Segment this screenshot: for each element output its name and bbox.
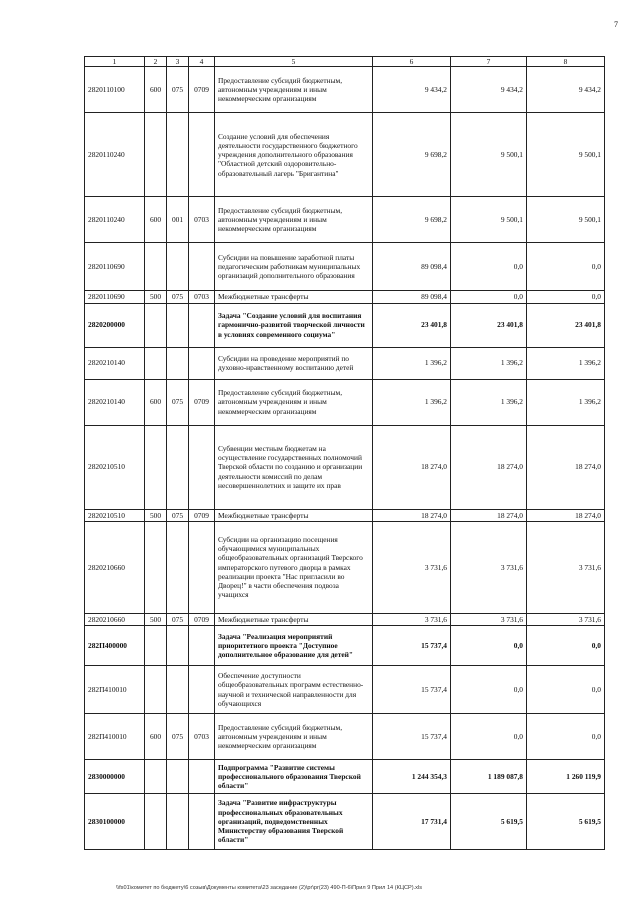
item-name-cell: Межбюджетные трансферты xyxy=(215,613,373,625)
amount-col7-cell: 0,0 xyxy=(451,291,527,303)
amount-col6-cell: 9 698,2 xyxy=(373,113,451,197)
expense-type-cell: 500 xyxy=(145,613,167,625)
ministry-code-cell xyxy=(167,303,189,347)
amount-col6-cell: 18 274,0 xyxy=(373,509,451,521)
classification-code-cell: 2820110100 xyxy=(85,67,145,113)
section-code-cell: 0709 xyxy=(189,509,215,521)
expense-type-cell xyxy=(145,521,167,613)
budget-table xyxy=(84,56,605,850)
amount-col7-cell: 0,0 xyxy=(451,666,527,714)
amount-col8-cell: 1 396,2 xyxy=(527,347,605,379)
column-header: 7 xyxy=(451,57,527,67)
amount-col6-cell: 9 698,2 xyxy=(373,197,451,243)
section-code-cell xyxy=(189,243,215,291)
section-code-cell xyxy=(189,347,215,379)
ministry-code-cell: 075 xyxy=(167,291,189,303)
ministry-code-cell xyxy=(167,760,189,794)
amount-col8-cell: 1 396,2 xyxy=(527,379,605,425)
table-row xyxy=(85,425,605,509)
column-header: 3 xyxy=(167,57,189,67)
ministry-code-cell: 075 xyxy=(167,714,189,760)
section-code-cell: 0703 xyxy=(189,714,215,760)
amount-col8-cell: 18 274,0 xyxy=(527,425,605,509)
column-header: 1 xyxy=(85,57,145,67)
classification-code-cell: 2820210660 xyxy=(85,521,145,613)
amount-col6-cell: 23 401,8 xyxy=(373,303,451,347)
amount-col7-cell: 9 500,1 xyxy=(451,113,527,197)
amount-col8-cell: 0,0 xyxy=(527,243,605,291)
column-header: 8 xyxy=(527,57,605,67)
item-name-cell: Предоставление субсидий бюджетным, автономным учреждениям и иным некоммерческим организациям xyxy=(215,197,373,243)
expense-type-cell: 600 xyxy=(145,379,167,425)
item-name-cell: Предоставление субсидий бюджетным, автономным учреждениям и иным некоммерческим организациям xyxy=(215,714,373,760)
table-row xyxy=(85,243,605,291)
amount-col8-cell: 9 434,2 xyxy=(527,67,605,113)
amount-col7-cell: 9 500,1 xyxy=(451,197,527,243)
amount-col8-cell: 3 731,6 xyxy=(527,613,605,625)
column-number-header-row xyxy=(85,57,605,67)
item-name-cell: Задача "Реализация мероприятий приоритетного проекта "Доступное дополнительное образование для детей" xyxy=(215,626,373,666)
table-row xyxy=(85,67,605,113)
ministry-code-cell xyxy=(167,425,189,509)
ministry-code-cell xyxy=(167,794,189,850)
amount-col6-cell: 3 731,6 xyxy=(373,613,451,625)
section-code-cell xyxy=(189,666,215,714)
amount-col8-cell: 5 619,5 xyxy=(527,794,605,850)
item-name-cell: Субвенции местным бюджетам на осуществление государственных полномочий Тверской области по созданию и организации деятельности комиссий по делам несовершеннолетних и защите их прав xyxy=(215,425,373,509)
table-row xyxy=(85,626,605,666)
item-name-cell: Субсидии на повышение заработной платы педагогическим работникам муниципальных организаций дополнительного образования xyxy=(215,243,373,291)
expense-type-cell xyxy=(145,425,167,509)
table-row xyxy=(85,379,605,425)
amount-col7-cell: 1 396,2 xyxy=(451,379,527,425)
amount-col6-cell: 9 434,2 xyxy=(373,67,451,113)
expense-type-cell xyxy=(145,113,167,197)
amount-col7-cell: 3 731,6 xyxy=(451,521,527,613)
section-code-cell xyxy=(189,626,215,666)
item-name-cell: Подпрограмма "Развитие системы профессионального образования Тверской области" xyxy=(215,760,373,794)
ministry-code-cell xyxy=(167,666,189,714)
amount-col8-cell: 23 401,8 xyxy=(527,303,605,347)
section-code-cell xyxy=(189,113,215,197)
amount-col6-cell: 3 731,6 xyxy=(373,521,451,613)
expense-type-cell: 600 xyxy=(145,67,167,113)
amount-col7-cell: 18 274,0 xyxy=(451,425,527,509)
classification-code-cell: 2820200000 xyxy=(85,303,145,347)
classification-code-cell: 2820110690 xyxy=(85,291,145,303)
table-row xyxy=(85,291,605,303)
amount-col6-cell: 1 396,2 xyxy=(373,347,451,379)
classification-code-cell: 2820210660 xyxy=(85,613,145,625)
classification-code-cell: 2820110240 xyxy=(85,197,145,243)
table-row xyxy=(85,613,605,625)
expense-type-cell xyxy=(145,666,167,714)
table-row xyxy=(85,509,605,521)
amount-col8-cell: 1 260 119,9 xyxy=(527,760,605,794)
ministry-code-cell xyxy=(167,521,189,613)
ministry-code-cell: 001 xyxy=(167,197,189,243)
column-header: 6 xyxy=(373,57,451,67)
amount-col6-cell: 1 244 354,3 xyxy=(373,760,451,794)
amount-col6-cell: 17 731,4 xyxy=(373,794,451,850)
classification-code-cell: 282П410010 xyxy=(85,666,145,714)
table-row xyxy=(85,347,605,379)
classification-code-cell: 2830000000 xyxy=(85,760,145,794)
expense-type-cell: 600 xyxy=(145,197,167,243)
expense-type-cell xyxy=(145,243,167,291)
ministry-code-cell xyxy=(167,113,189,197)
section-code-cell xyxy=(189,425,215,509)
section-code-cell xyxy=(189,760,215,794)
classification-code-cell: 2820210510 xyxy=(85,425,145,509)
item-name-cell: Обеспечение доступности общеобразовательных программ естественно-научной и технической направленности для обучающихся xyxy=(215,666,373,714)
column-header: 4 xyxy=(189,57,215,67)
amount-col7-cell: 3 731,6 xyxy=(451,613,527,625)
ministry-code-cell xyxy=(167,626,189,666)
expense-type-cell: 600 xyxy=(145,714,167,760)
item-name-cell: Предоставление субсидий бюджетным, автономным учреждениям и иным некоммерческим организациям xyxy=(215,379,373,425)
section-code-cell: 0709 xyxy=(189,379,215,425)
ministry-code-cell: 075 xyxy=(167,613,189,625)
section-code-cell xyxy=(189,303,215,347)
item-name-cell: Задача "Создание условий для воспитания гармонично-развитой творческой личности в условиях современного социума" xyxy=(215,303,373,347)
column-header: 2 xyxy=(145,57,167,67)
amount-col8-cell: 0,0 xyxy=(527,626,605,666)
expense-type-cell xyxy=(145,626,167,666)
ministry-code-cell xyxy=(167,243,189,291)
expense-type-cell xyxy=(145,303,167,347)
amount-col7-cell: 1 189 087,8 xyxy=(451,760,527,794)
table-body xyxy=(85,67,605,850)
item-name-cell: Создание условий для обеспечения деятельности государственного бюджетного учреждения дополнительного образования "Областной детский оздоровительно-образовательный лагерь "Бригантина" xyxy=(215,113,373,197)
expense-type-cell xyxy=(145,347,167,379)
file-path-footer: \\fs01\комитет по бюджету\6 созыв\Документы комитета\23 заседание (2)\pr\pr(23) 490-П-6\Прил 9 Прил 14 (КЦСР).xls xyxy=(116,885,422,891)
amount-col8-cell: 9 500,1 xyxy=(527,113,605,197)
table-row xyxy=(85,303,605,347)
amount-col7-cell: 23 401,8 xyxy=(451,303,527,347)
amount-col7-cell: 1 396,2 xyxy=(451,347,527,379)
amount-col7-cell: 9 434,2 xyxy=(451,67,527,113)
amount-col6-cell: 89 098,4 xyxy=(373,243,451,291)
classification-code-cell: 2820210140 xyxy=(85,379,145,425)
section-code-cell: 0703 xyxy=(189,291,215,303)
classification-code-cell: 2820210510 xyxy=(85,509,145,521)
expense-type-cell xyxy=(145,760,167,794)
classification-code-cell: 2830100000 xyxy=(85,794,145,850)
table-row xyxy=(85,113,605,197)
item-name-cell: Задача "Развитие инфраструктуры профессиональных образовательных организаций, подведомственных Министерству образования Тверской области" xyxy=(215,794,373,850)
classification-code-cell: 2820110690 xyxy=(85,243,145,291)
amount-col6-cell: 15 737,4 xyxy=(373,666,451,714)
amount-col8-cell: 9 500,1 xyxy=(527,197,605,243)
section-code-cell xyxy=(189,794,215,850)
ministry-code-cell: 075 xyxy=(167,67,189,113)
amount-col6-cell: 89 098,4 xyxy=(373,291,451,303)
column-header: 5 xyxy=(215,57,373,67)
classification-code-cell: 2820210140 xyxy=(85,347,145,379)
classification-code-cell: 282П400000 xyxy=(85,626,145,666)
section-code-cell: 0709 xyxy=(189,613,215,625)
section-code-cell: 0703 xyxy=(189,197,215,243)
item-name-cell: Субсидии на проведение мероприятий по духовно-нравственному воспитанию детей xyxy=(215,347,373,379)
expense-type-cell: 500 xyxy=(145,509,167,521)
item-name-cell: Субсидии на организацию посещения обучающимися муниципальных общеобразовательных организаций Тверского императорского путевого дворца в рамках реализации проекта "Нас пригласили во Дворец!" в части обеспечения подвоза учащихся xyxy=(215,521,373,613)
amount-col7-cell: 5 619,5 xyxy=(451,794,527,850)
classification-code-cell: 282П410010 xyxy=(85,714,145,760)
table-row xyxy=(85,760,605,794)
amount-col8-cell: 3 731,6 xyxy=(527,521,605,613)
amount-col8-cell: 0,0 xyxy=(527,666,605,714)
amount-col6-cell: 1 396,2 xyxy=(373,379,451,425)
table-row xyxy=(85,794,605,850)
amount-col7-cell: 18 274,0 xyxy=(451,509,527,521)
table-row xyxy=(85,666,605,714)
amount-col7-cell: 0,0 xyxy=(451,714,527,760)
amount-col8-cell: 18 274,0 xyxy=(527,509,605,521)
amount-col7-cell: 0,0 xyxy=(451,243,527,291)
section-code-cell: 0709 xyxy=(189,67,215,113)
amount-col6-cell: 15 737,4 xyxy=(373,714,451,760)
ministry-code-cell: 075 xyxy=(167,509,189,521)
table-row xyxy=(85,197,605,243)
ministry-code-cell xyxy=(167,347,189,379)
classification-code-cell: 2820110240 xyxy=(85,113,145,197)
ministry-code-cell: 075 xyxy=(167,379,189,425)
amount-col7-cell: 0,0 xyxy=(451,626,527,666)
table-row xyxy=(85,714,605,760)
item-name-cell: Межбюджетные трансферты xyxy=(215,509,373,521)
section-code-cell xyxy=(189,521,215,613)
amount-col6-cell: 18 274,0 xyxy=(373,425,451,509)
item-name-cell: Межбюджетные трансферты xyxy=(215,291,373,303)
amount-col8-cell: 0,0 xyxy=(527,291,605,303)
expense-type-cell xyxy=(145,794,167,850)
amount-col6-cell: 15 737,4 xyxy=(373,626,451,666)
table-row xyxy=(85,521,605,613)
item-name-cell: Предоставление субсидий бюджетным, автономным учреждениям и иным некоммерческим организациям xyxy=(215,67,373,113)
amount-col8-cell: 0,0 xyxy=(527,714,605,760)
expense-type-cell: 500 xyxy=(145,291,167,303)
page-number: 7 xyxy=(614,20,618,29)
